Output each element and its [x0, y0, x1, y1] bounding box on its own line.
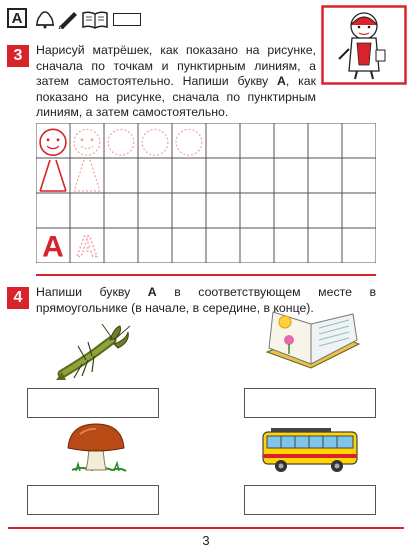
pencil-icon: [59, 12, 77, 29]
matryoshka-mouth: [81, 146, 93, 148]
copybook-grid: [36, 123, 376, 268]
task-number-4: 4: [7, 287, 29, 309]
book-icon: [83, 12, 107, 28]
matryoshka-mouth: [47, 146, 59, 148]
sample-letter-dashed: А: [76, 230, 98, 263]
matryoshka-eye: [91, 138, 94, 141]
bus-picture: [259, 424, 363, 481]
section-divider: [36, 274, 376, 276]
task-3-instructions: Нарисуй матрёшек, как показано на рисунке, сначала по точкам и пунктирным линиям, а затем самостоятельно. Напиши букву А, как показано на рисунке, сначала по пунктирным линиям, а затем самостоятельно.: [36, 43, 317, 119]
matryoshka-head: [176, 129, 202, 155]
answer-box-crayfish[interactable]: [27, 388, 159, 418]
matryoshka-eye: [47, 138, 50, 141]
answer-box-bus[interactable]: [244, 485, 376, 515]
page-number: 3: [202, 533, 210, 548]
header-letter-box: А: [7, 8, 27, 28]
matryoshka-body: [74, 160, 100, 191]
matryoshka-head: [40, 129, 66, 155]
album-picture: [263, 310, 363, 385]
matryoshka-head: [108, 129, 134, 155]
answer-box-mushroom[interactable]: [27, 485, 159, 515]
matryoshka-head: [74, 129, 100, 155]
matryoshka-eye: [57, 138, 60, 141]
bell-icon: [36, 12, 54, 29]
mushroom-picture: [62, 420, 132, 481]
answer-box-album[interactable]: [244, 388, 376, 418]
matryoshka-eye: [81, 138, 84, 141]
sample-letter-solid: А: [42, 230, 64, 263]
header-empty-box: [113, 13, 141, 26]
matryoshka-head: [142, 129, 168, 155]
header-icons: [34, 9, 110, 34]
task-4-instructions: Напиши букву А в соответствующем месте в прямоугольнике (в начале, в середине, в конце).: [36, 285, 376, 315]
matryoshka-body: [40, 160, 66, 191]
task-number-3: 3: [7, 45, 29, 67]
matryoshka-illustration: [321, 5, 407, 90]
crayfish-picture: [52, 322, 132, 389]
footer-divider: [8, 527, 404, 529]
